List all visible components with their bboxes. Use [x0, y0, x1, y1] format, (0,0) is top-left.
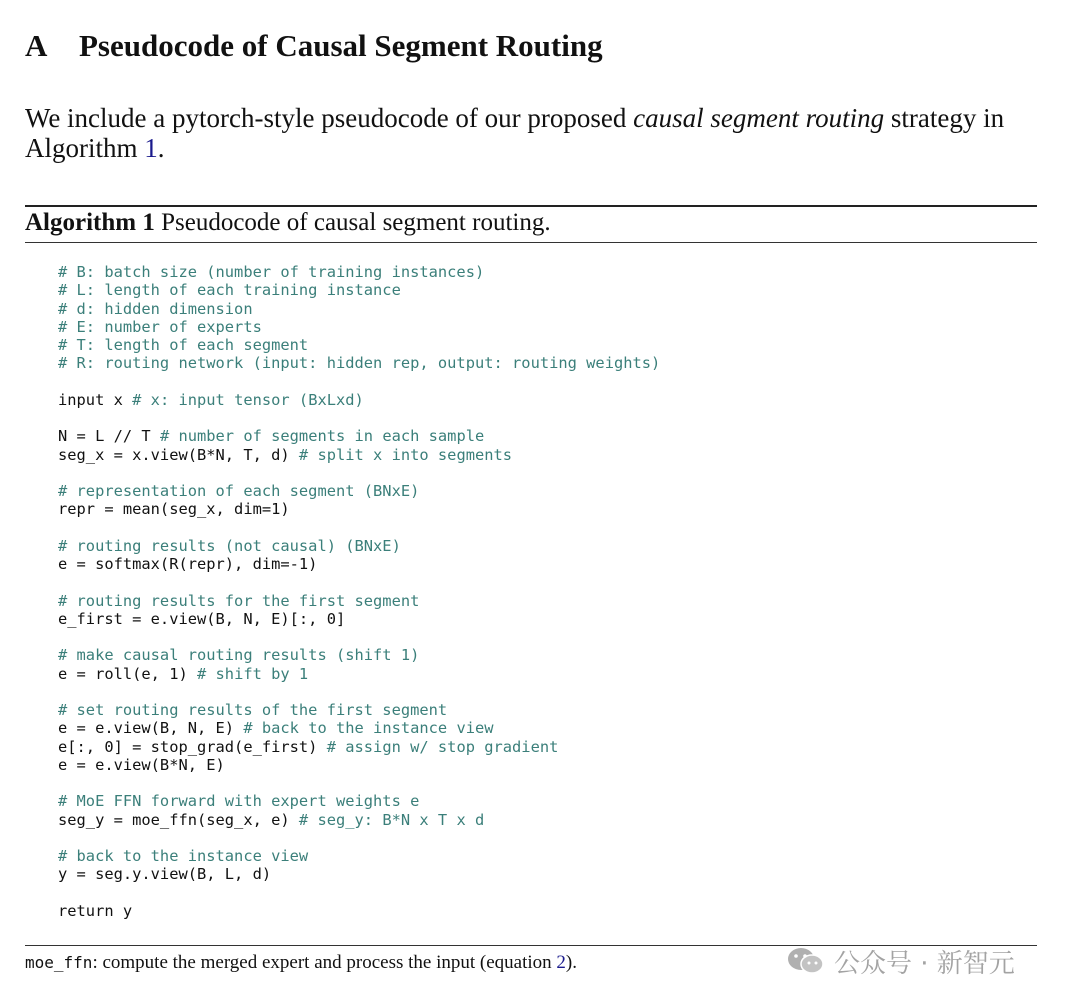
- code-line: [58, 482, 660, 500]
- code-line: [58, 336, 660, 354]
- intro-period: .: [157, 133, 165, 163]
- code-line: [58, 281, 660, 299]
- intro-emphasis: causal segment routing: [633, 103, 885, 133]
- code-statement: e = e.view(B, N, E): [58, 719, 244, 738]
- code-comment: # make causal routing results (shift 1): [58, 646, 420, 665]
- code-line: [58, 756, 660, 774]
- code-statement: repr = mean(seg_x, dim=1): [58, 500, 290, 519]
- wechat-icon: [786, 946, 826, 976]
- code-statement: return y: [58, 901, 133, 920]
- code-comment: # R: routing network (input: hidden rep, output: routing weights): [58, 354, 661, 373]
- footnote-text: : compute the merged expert and process the input (equation: [92, 952, 557, 973]
- code-statement: e = softmax(R(repr), dim=-1): [58, 555, 318, 573]
- footnote-term: moe_ffn: [25, 953, 93, 972]
- code-line: [58, 318, 660, 336]
- code-line: [58, 701, 660, 719]
- code-line: [58, 884, 660, 902]
- code-comment: # number of segments in each sample: [159, 427, 485, 446]
- code-statement: seg_x = x.view(B*N, T, d): [58, 445, 299, 464]
- algorithm-label: Algorithm 1: [25, 209, 155, 236]
- code-line: [58, 391, 660, 409]
- code-line: [58, 683, 660, 701]
- code-line: [58, 409, 660, 427]
- code-line: [58, 829, 660, 847]
- code-line: [58, 537, 660, 555]
- algorithm-caption-text: Pseudocode of causal segment routing.: [154, 209, 551, 236]
- code-comment: # d: hidden dimension: [58, 299, 253, 318]
- code-statement: e = roll(e, 1): [58, 664, 197, 683]
- code-statement: e[:, 0] = stop_grad(e_first): [58, 737, 327, 756]
- code-line: [58, 902, 660, 920]
- code-comment: # T: length of each segment: [58, 336, 309, 354]
- watermark: [786, 944, 1015, 978]
- code-line: [58, 263, 660, 281]
- code-line: [58, 628, 660, 646]
- code-line: [58, 446, 660, 464]
- intro-text-continued: strategy in Algorithm: [25, 103, 1005, 163]
- algorithm-footnote: [25, 951, 577, 975]
- section-number: A: [25, 28, 48, 63]
- code-line: [58, 665, 660, 683]
- code-comment: # routing results for the first segment: [58, 591, 420, 610]
- code-comment: # seg_y: B*N x T x d: [298, 810, 485, 829]
- code-line: [58, 555, 660, 573]
- code-comment: # B: batch size (number of training instances): [58, 263, 485, 281]
- code-line: [58, 792, 660, 810]
- code-line: [58, 592, 660, 610]
- code-statement: seg_y = moe_ffn(seg_x, e): [58, 810, 299, 829]
- code-line: [58, 738, 660, 756]
- code-line: [58, 646, 660, 664]
- algorithm-caption-rule: [25, 242, 1037, 243]
- code-line: [58, 300, 660, 318]
- code-statement: e_first = e.view(B, N, E)[:, 0]: [58, 609, 346, 628]
- code-comment: # assign w/ stop gradient: [326, 737, 559, 756]
- code-line: [58, 519, 660, 537]
- code-comment: # representation of each segment (BNxE): [58, 482, 420, 500]
- code-comment: # back to the instance view: [58, 847, 309, 865]
- code-line: [58, 865, 660, 883]
- code-statement: N = L // T: [58, 427, 160, 446]
- algorithm-reference-link[interactable]: 1: [144, 133, 158, 163]
- intro-text: We include a pytorch-style pseudocode of our proposed: [25, 103, 634, 133]
- code-line: [58, 811, 660, 829]
- code-line: [58, 354, 660, 372]
- code-line: [58, 427, 660, 445]
- section-heading: [25, 28, 603, 64]
- footnote-end: ).: [565, 952, 577, 973]
- code-statement: y = seg.y.view(B, L, d): [58, 865, 272, 884]
- code-comment: # routing results (not causal) (BNxE): [58, 536, 401, 555]
- code-comment: # shift by 1: [197, 664, 309, 683]
- code-line: [58, 573, 660, 591]
- pseudocode-block: [58, 263, 660, 920]
- code-comment: # back to the instance view: [243, 719, 494, 738]
- intro-paragraph: [25, 103, 1055, 163]
- code-line: [58, 464, 660, 482]
- code-comment: # set routing results of the first segment: [58, 701, 448, 719]
- code-line: [58, 500, 660, 518]
- equation-reference-link[interactable]: 2: [556, 952, 566, 973]
- code-comment: # E: number of experts: [58, 317, 262, 336]
- code-statement: e = e.view(B*N, E): [58, 755, 225, 774]
- section-title: Pseudocode of Causal Segment Routing: [79, 28, 603, 63]
- code-comment: # L: length of each training instance: [58, 281, 401, 300]
- code-statement: input x: [58, 390, 133, 409]
- code-line: [58, 774, 660, 792]
- code-line: [58, 719, 660, 737]
- code-line: [58, 847, 660, 865]
- code-comment: # MoE FFN forward with expert weights e: [58, 792, 420, 811]
- code-line: [58, 373, 660, 391]
- watermark-text: 公众号 · 新智元: [834, 948, 1015, 979]
- code-comment: # split x into segments: [298, 445, 513, 464]
- algorithm-caption: [25, 206, 551, 240]
- code-comment: # x: input tensor (BxLxd): [132, 390, 364, 409]
- code-line: [58, 610, 660, 628]
